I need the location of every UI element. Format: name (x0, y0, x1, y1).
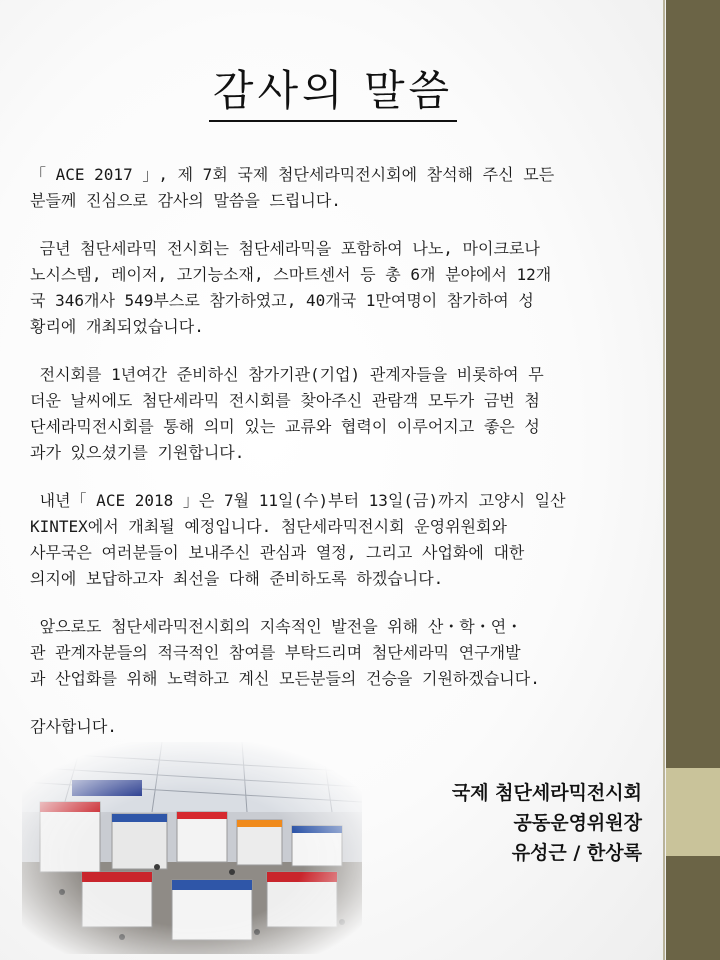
paragraph-intro: 「 ACE 2017 」, 제 7회 국제 첨단세라믹전시회에 참석해 주신 모든 분들께 진심으로 감사의 말씀을 드립니다. (30, 165, 555, 210)
paragraph-closing: 감사합니다. (30, 717, 117, 736)
exhibition-hall-photo (22, 742, 362, 954)
paragraph-future: 앞으로도 첨단세라믹전시회의 지속적인 발전을 위해 산・학・연・ 관 관계자분들의 적극적인 참여를 부탁드리며 첨단세라믹 연구개발 과 산업화를 위해 노력하고 계신 모든분들의 건승을 기원하겠습니다. (30, 617, 540, 688)
signature-role: 공동운영위원장 (513, 812, 642, 834)
paragraph-thanks-participants: 전시회를 1년여간 준비하신 참가기관(기업) 관계자들을 비롯하여 무 더운 날씨에도 첨단세라믹 전시회를 찾아주신 관람객 모두가 금번 첨 단세라믹전시회를 통해 의미 있는 교류와 협력이 이루어지고 좋은 성 과가 있으셨기를 기원합니다. (30, 365, 544, 462)
signature-organization: 국제 첨단세라믹전시회 (451, 782, 642, 804)
side-accent-block (666, 768, 720, 856)
page-title (0, 58, 666, 122)
paragraph-exhibition-summary: 금년 첨단세라믹 전시회는 첨단세라믹을 포함하여 나노, 마이크로나 노시스템, 레이저, 고기능소재, 스마트센서 등 총 6개 분야에서 12개 국 346개사 549부스로 참가하였고, 40개국 1만여명이 참가하여 성 황리에 개최되었습니다. (30, 239, 552, 336)
side-divider-line (663, 0, 665, 960)
signature-block (452, 778, 642, 868)
page-title-text: 감사의 말씀 (209, 58, 457, 122)
signature-names: 유성근 / 한상록 (511, 842, 642, 864)
letter-body (30, 162, 652, 762)
paragraph-next-year: 내년「 ACE 2018 」은 7월 11일(수)부터 13일(금)까지 고양시 일산 KINTEX에서 개최될 예정입니다. 첨단세라믹전시회 운영위원회와 사무국은 여러분들이 보내주신 관심과 열정, 그리고 사업화에 대한 의지에 보답하고자 최선을 다해 준비하도록 하겠습니다. (30, 491, 566, 588)
